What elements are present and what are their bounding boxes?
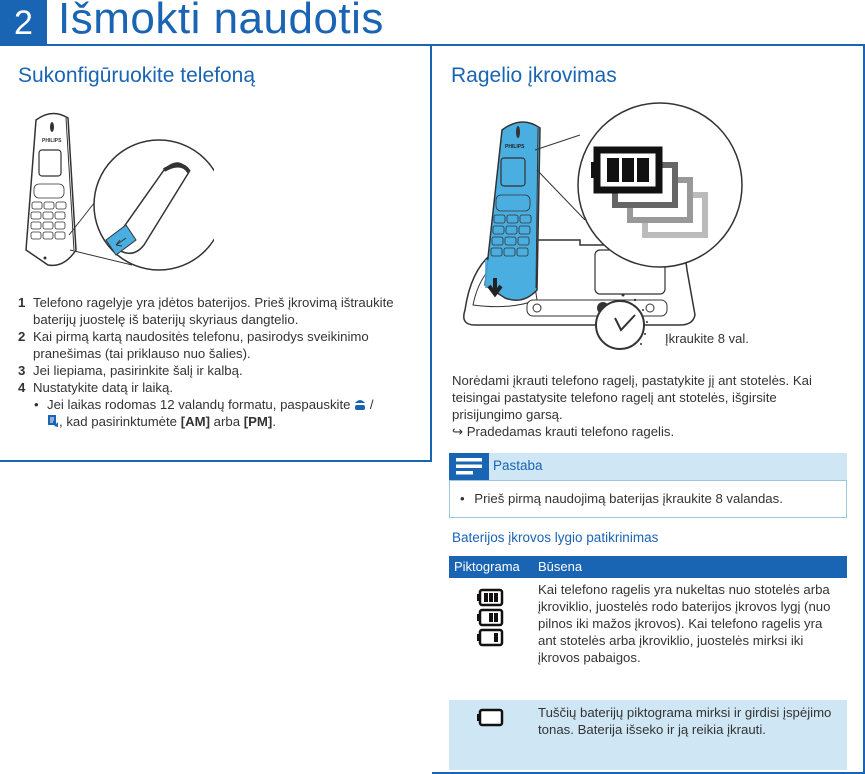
note-body: [449, 480, 847, 518]
charging-illustration: [455, 100, 765, 360]
status-description: Kai telefono ragelis yra nukeltas nuo stotelės arba įkroviklio, juostelės rodo baterijos įkrovos lygį (nuo pilnos iki mažos įkrovos). Kai telefono ragelis yra ant stotelės arba įkroviklio, juostelės mirksi iki įkrovos pabaigos.: [538, 582, 831, 665]
charging-body-text: Norėdami įkrauti telefono ragelį, pastatykite jį ant stotelės. Kai teisingai pastatysite telefono ragelį ant stotelės, išgirsite prisijungimo garsą.: [452, 373, 812, 422]
step-item: [18, 328, 418, 362]
note-header: [449, 453, 847, 480]
step-number: 1: [18, 295, 26, 310]
handset-illustration: [26, 113, 76, 265]
step-text: Nustatykite datą ir laiką.: [33, 380, 173, 395]
battery-levels-icon: [477, 588, 505, 648]
column-header-status: Būsena: [538, 559, 583, 574]
setup-section-title: Sukonfigūruokite telefoną: [18, 64, 255, 87]
battery-icon-table: [449, 556, 847, 770]
handset-brand: PHILIPS: [42, 138, 62, 144]
table-row: [449, 700, 847, 770]
step-text: Kai pirmą kartą naudositės telefonu, pasirodys sveikinimo pranešimas (tai priklauso nuo šalies).: [33, 329, 369, 361]
chapter-number: 2: [0, 0, 47, 46]
blue-handset-brand: PHILIPS: [505, 144, 525, 150]
bullet-text-b: , kad pasirinktumėte: [59, 414, 178, 429]
note-text: Prieš pirmą naudojimą baterijas įkraukite 8 valandas.: [474, 491, 783, 506]
down-key-icon: [47, 414, 59, 428]
step-item: [18, 362, 418, 379]
column-header-icon: Piktograma: [454, 559, 520, 574]
step-number: 4: [18, 380, 26, 395]
bullet-separator: /: [369, 397, 374, 412]
note-bullet: •: [460, 491, 465, 506]
charging-result-text: ↪ Pradedamas krauti telefono ragelis.: [452, 424, 675, 439]
am-label: [AM]: [180, 414, 210, 429]
battery-check-title: Baterijos įkrovos lygio patikrinimas: [452, 530, 659, 545]
step-text: Telefono ragelyje yra įdėtos baterijos. Prieš įkrovimą ištraukite baterijų juostelę iš baterijų skyriaus dangtelio.: [33, 295, 394, 327]
charge-time-label: Įkraukite 8 val.: [665, 331, 749, 346]
battery-empty-icon: [477, 708, 505, 728]
setup-steps-list: [18, 294, 418, 430]
bullet-end: .: [272, 414, 276, 429]
step-number: 2: [18, 329, 26, 344]
chapter-title: Išmokti naudotis: [58, 0, 384, 43]
charging-section-title: Ragelio įkrovimas: [451, 64, 617, 87]
step-number: 3: [18, 363, 26, 378]
note-icon: [449, 453, 489, 480]
step-item: [18, 379, 418, 396]
table-row: [449, 578, 847, 696]
up-key-icon: [354, 397, 366, 411]
step-item: [18, 294, 418, 328]
bullet-dot: •: [34, 397, 39, 412]
bullet-text-a: Jei laikas rodomas 12 valandų formatu, paspauskite: [47, 397, 351, 412]
table-header: [449, 556, 847, 578]
battery-tab-illustration: [14, 100, 214, 280]
step-text: Jei liepiama, pasirinkite šalį ir kalbą.: [33, 363, 243, 378]
charging-instructions: [452, 372, 847, 440]
status-description: Tuščių baterijų piktograma mirksi ir girdisi įspėjimo tonas. Baterija išseko ir ją reikia įkrauti.: [538, 705, 832, 737]
note-label: Pastaba: [493, 458, 543, 473]
or-label: arba: [213, 414, 241, 429]
step-sub-bullet: [18, 396, 418, 430]
pm-label: [PM]: [243, 414, 273, 429]
blue-handset-illustration: [485, 122, 540, 300]
chapter-header: [0, 0, 865, 46]
